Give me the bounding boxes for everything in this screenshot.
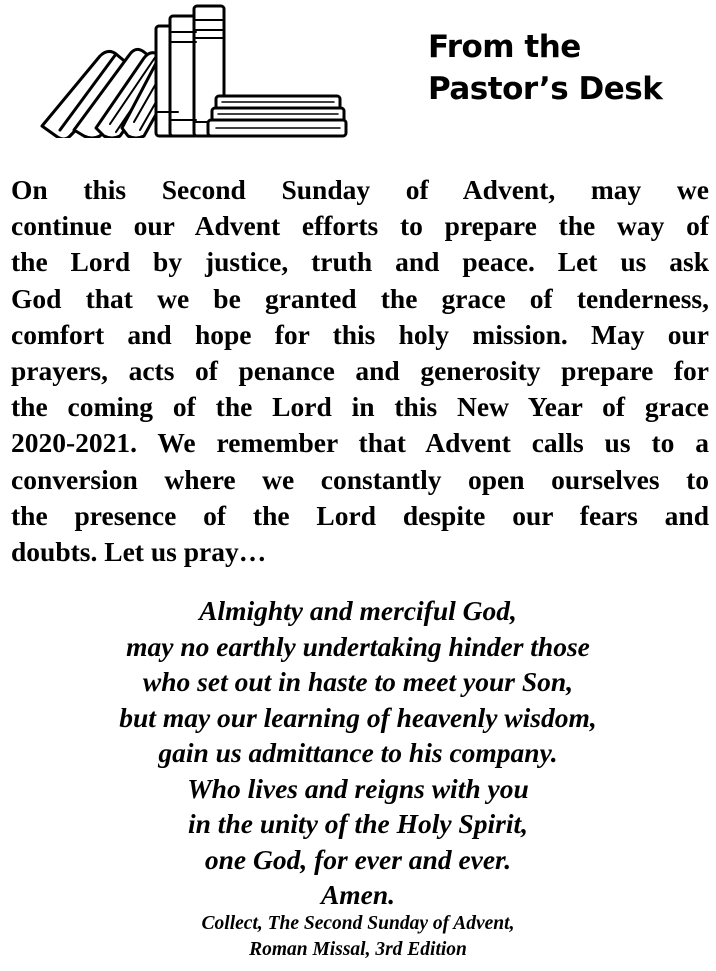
citation-line-1: Collect, The Second Sunday of Advent, xyxy=(201,913,515,934)
citation xyxy=(0,911,716,963)
prayer-line: may no earthly undertaking hinder those xyxy=(126,630,590,662)
body-paragraph xyxy=(11,172,709,570)
heading-line-2: Pastor’s Desk xyxy=(428,71,663,107)
books-illustration-icon xyxy=(38,2,368,138)
body-line: prayers, acts of penance and generosity prepare for xyxy=(11,354,709,386)
body-line: conversion where we constantly open ourselves to xyxy=(11,463,709,495)
body-line: On this Second Sunday of Advent, may we xyxy=(11,174,709,205)
body-line: doubts. Let us pray… xyxy=(11,535,267,567)
body-line: the presence of the Lord despite our fears and xyxy=(11,499,709,531)
prayer-amen: Amen. xyxy=(320,879,396,910)
prayer-line: in the unity of the Holy Spirit, xyxy=(188,808,528,839)
prayer-text xyxy=(0,593,716,913)
body-line: God that we be granted the grace of tenderness, xyxy=(11,282,709,314)
prayer-line: Almighty and merciful God, xyxy=(199,595,517,626)
body-line: comfort and hope for this holy mission. May our xyxy=(11,318,709,350)
prayer-line: Who lives and reigns with you xyxy=(187,772,529,804)
prayer-line: who set out in haste to meet your Son, xyxy=(142,666,574,697)
heading-line-1: From the xyxy=(428,29,581,65)
body-line: the coming of the Lord in this New Year of grace xyxy=(11,391,709,423)
prayer-line: but may our learning of heavenly wisdom, xyxy=(119,701,597,733)
citation-line-2: Roman Missal, 3rd Edition xyxy=(249,939,467,960)
body-line: 2020-2021. We remember that Advent calls us to a xyxy=(11,427,709,459)
body-line: the Lord by justice, truth and peace. Let us ask xyxy=(11,246,709,278)
prayer-line: one God, for ever and ever. xyxy=(204,843,512,875)
page-heading xyxy=(428,26,662,110)
prayer-line: gain us admittance to his company. xyxy=(158,737,558,768)
body-line: continue our Advent efforts to prepare the way of xyxy=(11,210,709,242)
